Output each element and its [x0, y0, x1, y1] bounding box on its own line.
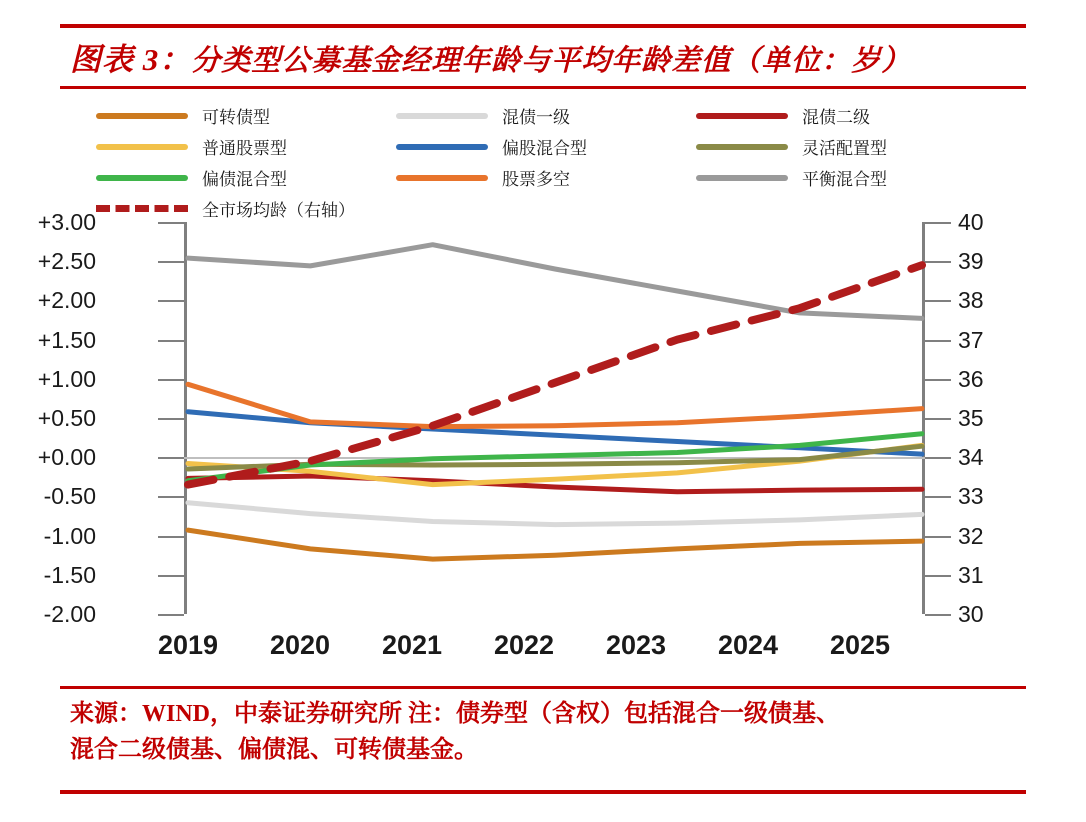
left-tick-label: +2.50: [37, 248, 96, 274]
series-line: [188, 503, 922, 525]
legend-item-linghuo-peizhi: [696, 134, 996, 159]
legend-swatch-line: [696, 144, 788, 150]
legend-swatch-line: [96, 175, 188, 181]
left-tick-label: +1.50: [37, 327, 96, 353]
left-tick-label: -2.00: [43, 601, 96, 627]
legend-label: 全市场均龄（右轴）: [202, 201, 355, 221]
legend-item-putong-gupiao: [96, 134, 396, 159]
right-tick-label: 34: [958, 444, 984, 470]
legend-label: 灵活配置型: [802, 139, 887, 159]
left-tick-label: -1.50: [43, 562, 96, 588]
left-tick-label: +2.00: [37, 287, 96, 313]
right-tick-label: 40: [958, 209, 984, 235]
legend-row: [96, 193, 1006, 224]
legend-label: 偏债混合型: [202, 170, 287, 190]
source-line-1: 来源：WIND，中泰证券研究所 注：债券型（含权）包括混合一级债基、: [70, 701, 841, 727]
legend-item-piangu-hunhe: [396, 134, 696, 159]
series-line: [188, 265, 922, 485]
right-tick-label: 33: [958, 483, 984, 509]
x-tick-label: 2020: [269, 630, 331, 660]
legend-row: [96, 100, 1006, 131]
x-tick-label: 2025: [829, 630, 891, 660]
title-rule: [60, 86, 1026, 89]
legend-item-hunzhai-yiji: [396, 103, 696, 128]
legend-item-pianzhai-hunhe: [96, 165, 396, 190]
legend-label: 可转债型: [202, 108, 270, 128]
legend-swatch-line: [96, 113, 188, 119]
source-rule: [60, 686, 1026, 689]
legend-label: 混债二级: [802, 108, 870, 128]
legend-item-kezhaizhai: [96, 103, 396, 128]
page-title: [70, 34, 1020, 79]
legend-item-hunzhai-erji: [696, 103, 996, 128]
legend-row: [96, 131, 1006, 162]
legend-swatch-dashed-line: [96, 205, 188, 212]
legend-item-pingheng-hunhe: [696, 165, 996, 190]
left-tick-label: +0.00: [37, 444, 96, 470]
title-text: 分类型公募基金经理年龄与平均年龄差值（单位：岁）: [191, 45, 912, 77]
left-tick-label: -1.00: [43, 523, 96, 549]
right-tick-label: 32: [958, 523, 984, 549]
legend-swatch-line: [696, 113, 788, 119]
right-tick-label: 30: [958, 601, 984, 627]
figure-number: 图表 3：: [70, 42, 192, 77]
right-tick-label: 37: [958, 327, 984, 353]
legend-swatch-line: [96, 144, 188, 150]
legend-item-quanshichang-junling: [96, 196, 396, 221]
legend-swatch-line: [396, 144, 488, 150]
source-line-2: 混合二级债基、偏债混、可转债基金。: [70, 737, 478, 763]
right-tick-label: 35: [958, 405, 984, 431]
top-rule: [60, 24, 1026, 28]
legend-item-gupiao-duokong: [396, 165, 696, 190]
x-axis-labels: [96, 630, 1006, 670]
x-tick-label: 2019: [157, 630, 219, 660]
chart-legend: [96, 100, 1006, 224]
source-note: [70, 696, 1030, 768]
legend-swatch-line: [396, 175, 488, 181]
legend-label: 混债一级: [502, 108, 570, 128]
left-tick-label: +0.50: [37, 405, 96, 431]
legend-swatch-line: [696, 175, 788, 181]
x-tick-label: 2022: [493, 630, 555, 660]
series-line: [188, 384, 922, 426]
left-tick-label: +3.00: [37, 209, 96, 235]
x-tick-label: 2023: [605, 630, 667, 660]
bottom-rule: [60, 790, 1026, 794]
left-tick-label: -0.50: [43, 483, 96, 509]
legend-label: 股票多空: [502, 170, 570, 190]
right-tick-label: 38: [958, 287, 984, 313]
legend-label: 偏股混合型: [502, 139, 587, 159]
x-tick-label: 2021: [381, 630, 443, 660]
x-tick-label: 2024: [717, 630, 779, 660]
series-line: [188, 530, 922, 559]
legend-swatch-line: [396, 113, 488, 119]
series-canvas: [96, 222, 1006, 622]
left-tick-label: +1.00: [37, 366, 96, 392]
legend-row: [96, 162, 1006, 193]
right-tick-label: 36: [958, 366, 984, 392]
right-tick-label: 31: [958, 562, 984, 588]
legend-label: 平衡混合型: [802, 170, 887, 190]
legend-label: 普通股票型: [202, 139, 287, 159]
right-tick-label: 39: [958, 248, 984, 274]
